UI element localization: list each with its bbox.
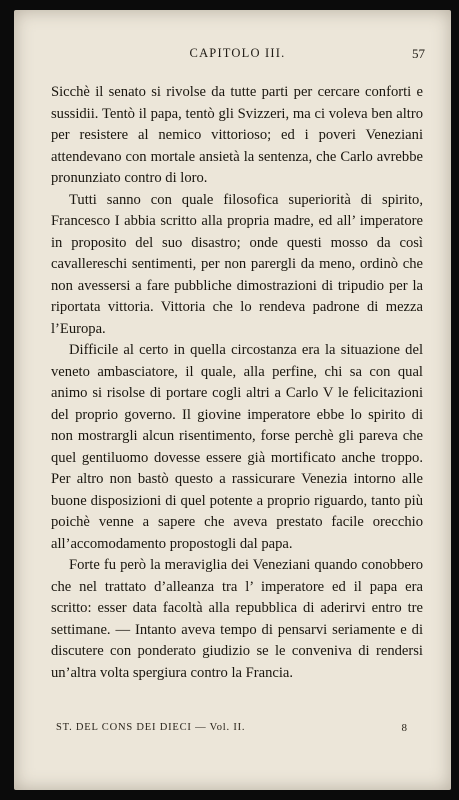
book-page [14, 10, 451, 790]
signature-number: 8 [401, 722, 407, 734]
page-header [14, 46, 451, 66]
page-number: 57 [412, 46, 425, 61]
body-text [51, 82, 423, 684]
page-footer [14, 722, 451, 738]
running-title: CAPITOLO III. [189, 46, 286, 60]
signature-mark: ST. DEL CONS DEI DIECI — Vol. II. [56, 722, 246, 733]
paragraph-2: Tutti sanno con quale filosofica superiorità di spirito, Francesco I abbia scritto alla propria madre, ed all’ imperatore in proposito del suo disastro; onde questi mosso da così cavallereschi sentimenti, per non parergli da meno, ordinò che non avessersi a fare pubbliche dimostrazioni di tripudio per la riportata vittoria. Vittoria che lo rendeva padrone di mezza l’Europa. [51, 191, 423, 337]
paragraph-4: Forte fu però la meraviglia dei Veneziani quando conobbero che nel trattato d’alleanza tra l’ imperatore ed il papa era scritto: esser data facoltà alla repubblica di aderirvi entro tre settimane. — Intanto aveva tempo di pensarvi seriamente e di discutere con ponderato giudizio se le conveniva di rendersi un’altra volta spergiura contro la Francia. [51, 557, 423, 681]
paragraph-1: Sicchè il senato si rivolse da tutte parti per cercare conforti e sussidii. Tentò il papa, tentò gli Svizzeri, ma ci voleva ben altro per resistere al nemico vittorioso; ed i poveri Veneziani attendevano con mortale ansietà la sentenza, che Carlo avrebbe pronunziato contro di loro. [51, 84, 423, 186]
paragraph-3: Difficile al certo in quella circostanza era la situazione del veneto ambasciatore, il quale, alla perfine, chi sa con qual animo si risolse di portare cogli altri a Carlo V le felicitazioni del proprio governo. Il giovine imperatore ebbe lo spirito di non mostrargli alcun risentimento, forse perchè gli pareva che quel gentiluomo dovesse essere già mortificato anche troppo. Per altro non bastò questo a rassicurare Venezia intorno alle buone disposizioni di quel potente a proprio riguardo, tanto più poichè venne a sapere che aveva prestato facile orecchio all’accomodamento propostogli dal papa. [51, 342, 423, 552]
